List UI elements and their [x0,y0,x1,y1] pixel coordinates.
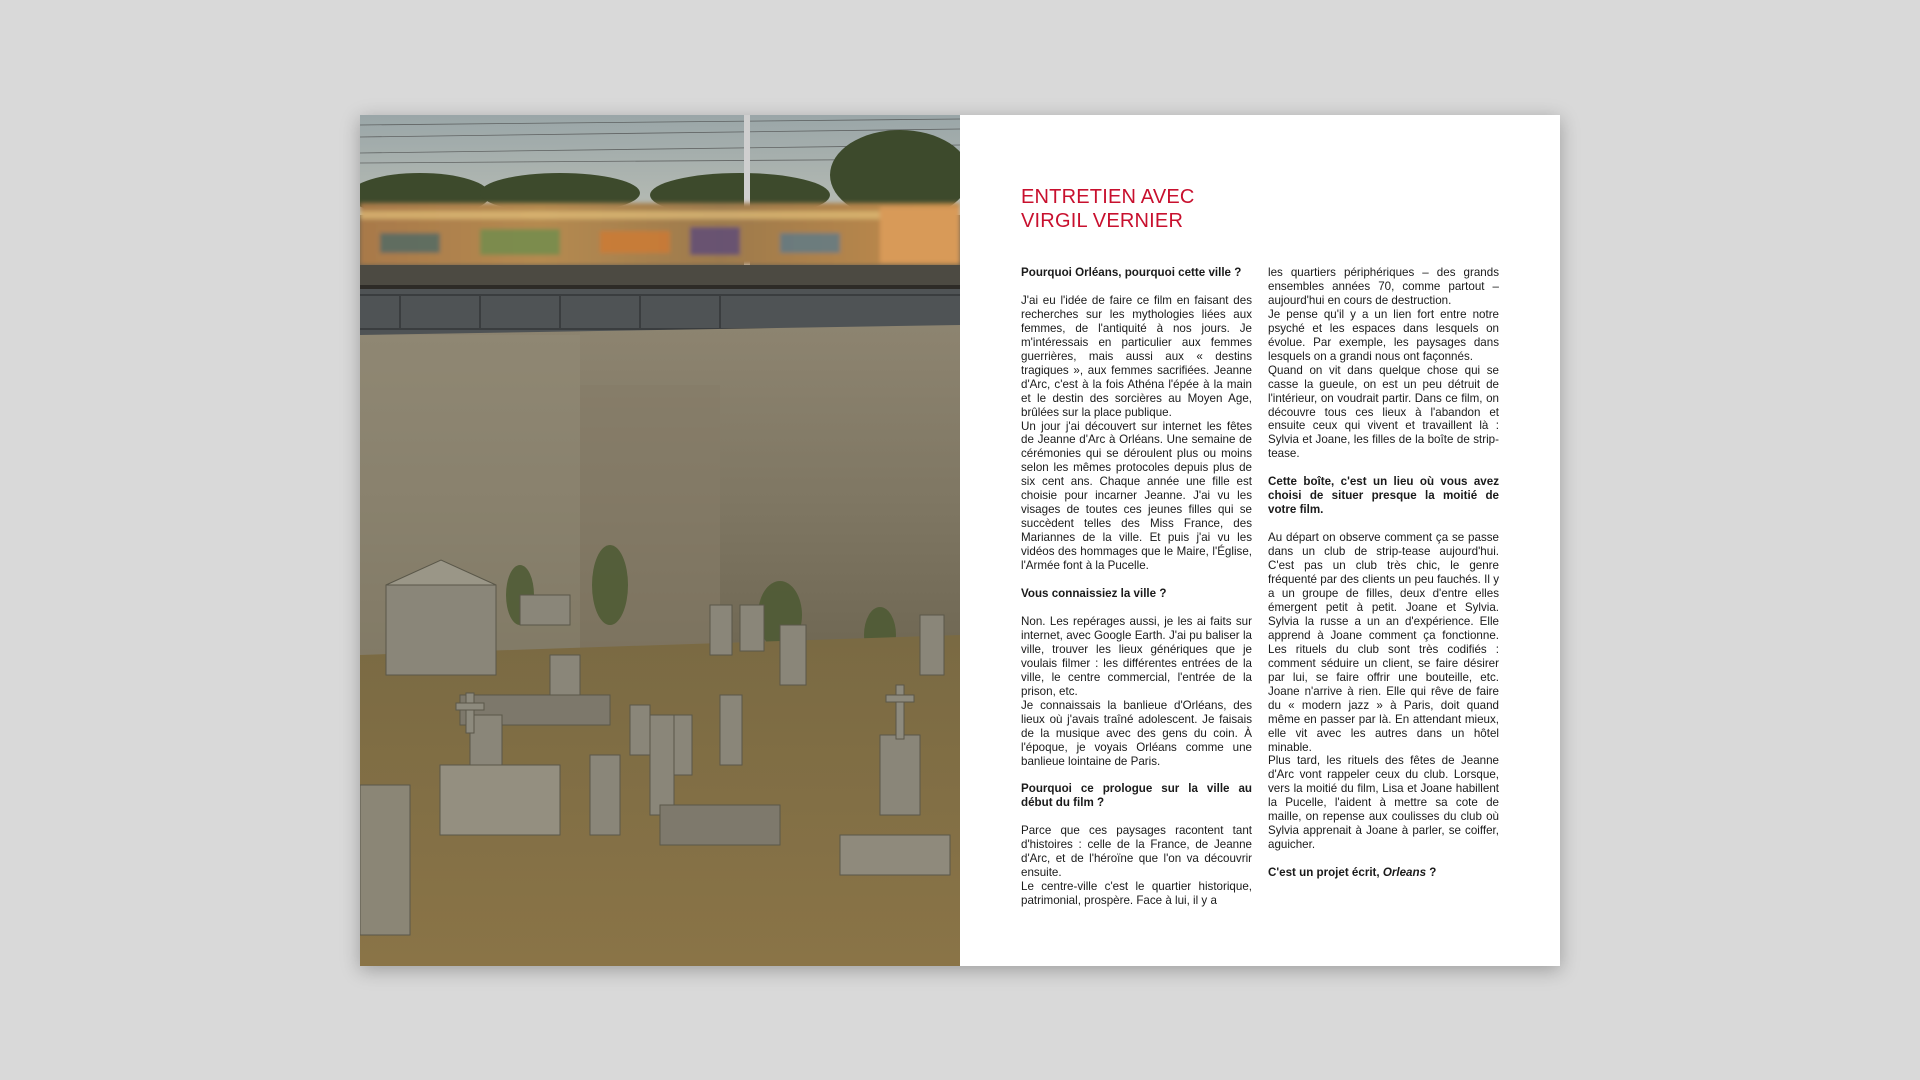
text-page [960,115,1560,966]
photo-page [360,115,960,966]
title-line-2: VIRGIL VERNIER [1021,210,1184,233]
train-over-cemetery-photo [360,115,960,966]
paragraph: Parce que ces paysages racontent tant d'histoires : celle de la France, de Jeanne d'Arc, et de l'héroïne que l'on va découvrir ensuite. [1021,824,1252,880]
paragraph: Je pense qu'il y a un lien fort entre notre psyché et les espaces dans lesquels on évolue. Par exemple, les paysages dans lesquels on a grandi nous ont façonnés. [1268,307,1499,363]
question: Cette boîte, c'est un lieu où vous avez choisi de situer presque la moitié de votre film. [1268,475,1499,517]
question-text: C'est un projet écrit, [1268,866,1383,880]
paragraph: Quand on vit dans quelque chose qui se casse la gueule, on est un peu détruit de l'intérieur, on voudrait partir. Dans ce film, on découvre tous ces lieux à l'abandon et ensuite ceux qui vivent et travaillent là : Sylvia et Joane, les filles de la boîte de strip-tease. [1268,363,1499,461]
paragraph: Le centre-ville c'est le quartier historique, patrimonial, prospère. Face à lui, il y a [1021,880,1252,908]
paragraph: J'ai eu l'idée de faire ce film en faisant des recherches sur les mythologies liées aux femmes, de l'antiquité à nos jours. Je m'intéressais en particulier aux femmes guerrières, mais aussi aux « destins tragiques », aux femmes sacrifiées. Jeanne d'Arc, c'est à la fois Athéna l'épée à la main et le destin des sorcières au Moyen Age, brûlées sur la place publique. [1021,293,1252,419]
question: Pourquoi ce prologue sur la ville au début du film ? [1021,782,1252,810]
magazine-spread [360,115,1560,966]
article-title [1021,185,1321,233]
paragraph: Non. Les repérages aussi, je les ai faits sur internet, avec Google Earth. J'ai pu baliser la ville, trouver les lieux génériques que je voulais filmer : les différentes entrées de la ville, le centre commercial, l'entrée de la prison, etc. [1021,614,1252,698]
question: Vous connaissiez la ville ? [1021,587,1167,601]
question: Pourquoi Orléans, pourquoi cette ville ? [1021,266,1242,279]
title-line-1: ENTRETIEN AVEC [1021,186,1195,209]
question-suffix: ? [1426,866,1437,880]
paragraph: Un jour j'ai découvert sur internet les fêtes de Jeanne d'Arc à Orléans. Une semaine de cérémonies qui se déroulent plus ou moins selon les mêmes protocoles depuis plus de six cent ans. Chaque année une fille est choisie pour incarner Jeanne. J'ai vu les visages de toutes ces jeunes filles qui se succèdent telles des Miss France, des Mariannes de la ville. Et puis j'ai vu les vidéos des hommages que le Maire, l'Église, l'Armée font à la Pucelle. [1021,419,1252,573]
text-column-1 [1021,266,1252,908]
paragraph: Je connaissais la banlieue d'Orléans, des lieux où j'avais traîné adolescent. Je faisais de la musique avec des gens du coin. À l'époque, je voyais Orléans comme une banlieue lointaine de Paris. [1021,698,1252,768]
paragraph: Au départ on observe comment ça se passe dans un club de strip-tease aujourd'hui. C'est pas un club très chic, le genre fréquenté par des clients un peu fauchés. Il y a un groupe de filles, deux d'entre elles émergent petit à petit. Joane et Sylvia. Sylvia la russe a un an d'expérience. Elle apprend à Joane comment ça fonctionne. Les rituels du club sont très codifiés : comment séduire un client, se faire désirer par lui, se faire offrir une bouteille, etc. Joane n'arrive à rien. Elle qui rêve de faire du « modern jazz » à Paris, doit quand même en passer par là. En attendant mieux, elle vit avec les autres dans un hôtel minable. [1268,531,1499,754]
text-column-2 [1268,266,1499,894]
question [1268,866,1499,880]
paragraph: les quartiers périphériques – des grands ensembles années 70, comme partout – aujourd'hui en cours de destruction. [1268,266,1499,307]
paragraph: Plus tard, les rituels des fêtes de Jeanne d'Arc vont rappeler ceux du club. Lorsque, vers la moitié du film, Lisa et Joane habillent la Pucelle, l'aident à mettre sa cote de maille, on repense aux coulisses du club où Sylvia apprenait à Joane à parler, se coiffer, aguicher. [1268,754,1499,852]
film-title: Orleans [1382,866,1427,880]
